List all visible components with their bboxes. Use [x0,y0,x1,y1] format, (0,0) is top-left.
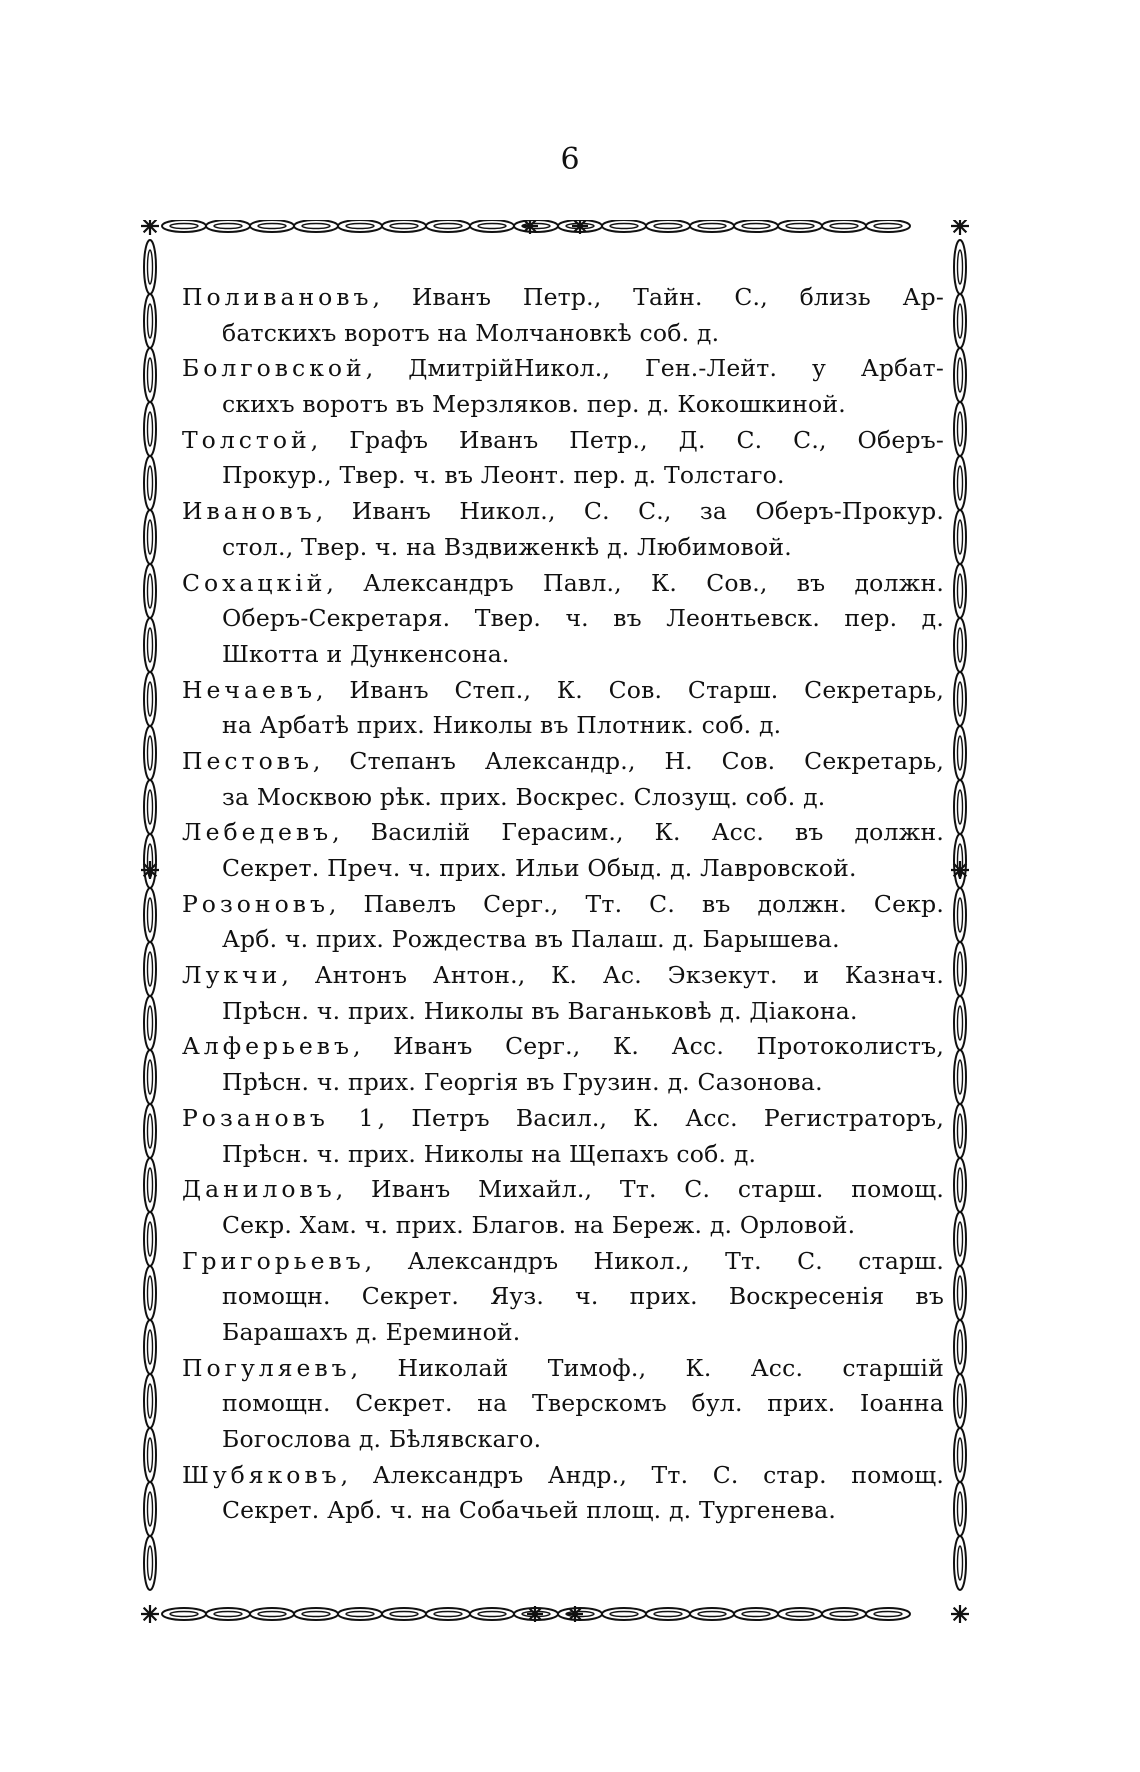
entry-text: скихъ воротъ въ Мерзляков. пер. д. Кокошкиной. [222,390,846,419]
border-top-chain [778,220,822,232]
border-left-chain [144,1482,156,1536]
border-bottom-chain [382,1608,426,1620]
entry-text: , Иванъ Михайл., Тт. С. старш. помощ. [335,1175,944,1204]
entry-continuation-line [182,780,944,816]
entry-text: Прокур., Твер. ч. въ Леонт. пер. д. Толстаго. [222,461,785,490]
border-left-chain [144,942,156,996]
entry-surname: Болговской [182,354,366,383]
border-left-chain [144,456,156,510]
border-left-chain [144,1374,156,1428]
border-bottom-chain [610,1612,638,1617]
entry-surname: Розоновъ [182,889,329,918]
border-left-chain [144,996,156,1050]
entry-continuation-line [182,1422,944,1458]
entry-text: Прѣсн. ч. прих. Николы въ Ваганьковѣ д. Діакона. [222,996,858,1025]
border-bottom-chain [786,1612,814,1617]
entry-first-line [182,280,944,316]
border-right-chain [958,304,963,338]
border-left-chain [144,1212,156,1266]
border-bottom-chain [346,1612,374,1617]
entry-continuation-line [182,601,944,637]
entry-first-line [182,673,944,709]
border-left-chain [144,1428,156,1482]
border-bottom-chain [390,1612,418,1617]
border-bottom-chain [874,1612,902,1617]
entry-text: Прѣсн. ч. прих. Георгія въ Грузин. д. Сазонова. [222,1068,823,1097]
directory-entry [182,1172,944,1243]
border-top-chain [250,220,294,232]
border-top-chain [822,220,866,232]
border-top-chain [734,220,778,232]
border-right-chain [958,250,963,284]
border-right-chain [958,790,963,824]
border-top-chain [434,224,462,229]
directory-entry [182,280,944,351]
border-bottom-chain [294,1608,338,1620]
entry-continuation-line [182,1315,944,1351]
entry-continuation-line [182,530,944,566]
border-right-chain [954,348,966,402]
border-top-chain [602,220,646,232]
border-right-chain [958,1276,963,1310]
entry-text: , Иванъ Никол., С. С., за Оберъ-Прокур. [315,497,944,526]
border-bottom-chain [822,1608,866,1620]
border-right-chain [954,1320,966,1374]
entry-text: , Графъ Иванъ Петр., Д. С. С., Оберъ- [310,425,944,454]
border-top-chain [294,220,338,232]
directory-entry [182,351,944,422]
directory-entry [182,1244,944,1351]
entry-surname: Пестовъ [182,746,313,775]
border-left-chain [144,1050,156,1104]
border-right-chain [954,402,966,456]
border-top-chain [786,224,814,229]
border-right-chain [954,888,966,942]
border-left-chain [144,1266,156,1320]
border-right-chain [958,1492,963,1526]
border-bottom-chain [470,1608,514,1620]
border-top-chain [874,224,902,229]
entry-text: , ДмитрійНикол., Ген.-Лейт. у Арбат- [365,354,944,383]
entry-first-line [182,887,944,923]
border-left-chain [144,780,156,834]
border-top-chain [346,224,374,229]
entry-surname: Шубяковъ [182,1460,341,1489]
directory-entry [182,673,944,744]
entry-text: Оберъ-Секретаря. Твер. ч. въ Леонтьевск. пер. д. [222,604,944,633]
border-right-chain [958,574,963,608]
entry-text: на Арбатѣ прих. Николы въ Плотник. соб. д. [222,711,782,740]
entry-continuation-line [182,1279,944,1315]
border-right-chain [954,1428,966,1482]
border-left-chain [144,240,156,294]
border-left-chain [144,564,156,618]
border-bottom-chain [250,1608,294,1620]
border-right-chain [958,682,963,716]
border-right-chain [954,726,966,780]
entry-surname: Нечаевъ [182,675,317,704]
entry-text: Арб. ч. прих. Рождества въ Палаш. д. Барышева. [222,925,840,954]
entry-text: , Степанъ Александр., Н. Сов. Секретарь, [312,746,944,775]
border-bottom-chain [478,1612,506,1617]
page-number: 6 [560,142,580,177]
border-bottom-chain [654,1612,682,1617]
border-bottom-chain [338,1608,382,1620]
border-top-chain [830,224,858,229]
border-right-chain [958,358,963,392]
border-right-chain [958,1114,963,1148]
entry-text: , Антонъ Антон., К. Ас. Экзекут. и Казнач. [281,961,944,990]
border-left-chain [148,520,153,554]
border-left-chain [148,1222,153,1256]
border-right-chain [954,942,966,996]
border-right-chain [954,456,966,510]
entry-text: , Николай Тимоф., К. Асс. старшій [350,1353,944,1382]
entry-text: Шкотта и Дункенсона. [222,639,510,668]
entry-surname: Даниловъ [182,1175,336,1204]
border-top-chain [170,224,198,229]
border-bottom-chain [302,1612,330,1617]
border-left-chain [148,1492,153,1526]
entry-continuation-line [182,1208,944,1244]
entry-text: помощн. Секрет. на Тверскомъ бул. прих. Іоанна [222,1389,944,1418]
border-right-chain [958,1060,963,1094]
border-left-chain [148,736,153,770]
border-top-chain [206,220,250,232]
border-left-chain [148,466,153,500]
entry-continuation-line [182,387,944,423]
border-left-chain [144,1320,156,1374]
border-top-chain [338,220,382,232]
entry-continuation-line [182,1386,944,1422]
border-right-chain [954,672,966,726]
directory-entry [182,1458,944,1529]
border-left-chain [144,402,156,456]
border-right-chain [958,736,963,770]
border-top-chain [478,224,506,229]
border-left-chain [148,1546,153,1580]
entry-continuation-line [182,851,944,887]
entry-first-line [182,423,944,459]
border-right-chain [954,1536,966,1590]
entry-text: Секрет. Преч. ч. прих. Ильи Обыд. д. Лавровской. [222,854,857,882]
border-right-chain [954,780,966,834]
border-right-chain [958,628,963,662]
directory-entry [182,887,944,958]
entry-first-line [182,1244,944,1280]
directory-entry [182,1101,944,1172]
entry-surname: Григорьевъ [182,1246,365,1275]
border-right-chain [958,466,963,500]
border-left-chain [144,726,156,780]
border-top-chain [646,220,690,232]
border-left-chain [148,952,153,986]
entry-text: за Москвою рѣк. прих. Воскрес. Слозущ. соб. д. [222,782,826,811]
border-top-chain [214,224,242,229]
entry-surname: Поливановъ [182,283,373,311]
border-right-chain [958,1168,963,1202]
entry-first-line [182,958,944,994]
border-right-chain [954,510,966,564]
border-left-chain [148,1114,153,1148]
entry-text: , Александръ Никол., Тт. С. старш. [364,1246,944,1275]
border-right-chain [958,1330,963,1364]
border-left-chain [144,1158,156,1212]
border-left-chain [148,1384,153,1418]
border-left-chain [148,898,153,932]
border-left-chain [148,250,153,284]
border-top-chain [654,224,682,229]
border-top-chain [866,220,910,232]
border-right-chain [958,1438,963,1472]
entry-text: Богослова д. Бѣлявскаго. [222,1425,542,1453]
entry-surname: Сохацкій [182,568,327,597]
border-top-chain [742,224,770,229]
entry-first-line [182,351,944,387]
border-top-chain [698,224,726,229]
border-left-chain [148,1438,153,1472]
border-right-chain [954,1158,966,1212]
entry-continuation-line [182,637,944,673]
entry-text: , Иванъ Серг., К. Асс. Протоколистъ, [352,1032,944,1061]
entry-continuation-line [182,1065,944,1101]
border-left-chain [144,294,156,348]
entry-surname: Алферьевъ [182,1032,353,1061]
border-right-chain [954,1050,966,1104]
border-left-chain [148,790,153,824]
border-bottom-chain [742,1612,770,1617]
border-left-chain [148,358,153,392]
entry-text: Секрет. Арб. ч. на Собачьей площ. д. Тургенева. [222,1496,837,1525]
entry-first-line [182,815,944,851]
entry-continuation-line [182,1137,944,1173]
border-bottom-chain [734,1608,778,1620]
border-left-chain [144,1104,156,1158]
border-right-chain [954,1104,966,1158]
entry-text: , Петръ Васил., К. Асс. Регистраторъ, [377,1103,944,1132]
directory-entry [182,566,944,673]
entry-continuation-line [182,316,944,352]
border-left-chain [148,304,153,338]
border-left-chain [144,672,156,726]
border-top-chain [610,224,638,229]
entry-continuation-line [182,1493,944,1529]
border-bottom-chain [830,1612,858,1617]
entry-surname: Ивановъ [182,497,316,526]
entry-surname: Толстой [182,425,311,454]
border-bottom-chain [214,1612,242,1617]
border-bottom-chain [602,1608,646,1620]
entry-first-line [182,1172,944,1208]
entry-text: , Иванъ Петр., Тайн. С., близь Ар- [372,283,944,311]
entry-first-line [182,1458,944,1494]
entry-surname: Лебедевъ [182,818,333,847]
border-right-chain [954,240,966,294]
border-left-chain [144,618,156,672]
border-right-chain [954,618,966,672]
entry-first-line [182,744,944,780]
directory-entry [182,423,944,494]
border-bottom-chain [646,1608,690,1620]
border-top-chain [258,224,286,229]
directory-entry [182,494,944,565]
border-right-chain [958,952,963,986]
border-left-chain [144,1536,156,1590]
directory-entries [182,280,944,1529]
border-right-chain [958,412,963,446]
border-top-chain [302,224,330,229]
entry-text: , Иванъ Степ., К. Сов. Старш. Секретарь, [316,675,944,704]
border-bottom-chain [162,1608,206,1620]
entry-continuation-line [182,458,944,494]
entry-text: Прѣсн. ч. прих. Николы на Щепахъ соб. д. [222,1139,757,1168]
border-bottom-chain [778,1608,822,1620]
entry-text: , Александръ Андр., Тт. С. стар. помощ. [340,1460,944,1489]
entry-text: Секр. Хам. ч. прих. Благов. на Береж. д. Орловой. [222,1210,856,1239]
border-right-chain [954,1266,966,1320]
entry-text: Барашахъ д. Ереминой. [222,1317,521,1346]
entry-surname: Погуляевъ [182,1353,351,1382]
entry-text: , Александръ Павл., К. Сов., въ должн. [326,568,944,597]
border-left-chain [148,1330,153,1364]
entry-surname: Розановъ 1 [182,1103,378,1132]
border-bottom-chain [258,1612,286,1617]
border-top-chain [426,220,470,232]
border-left-chain [148,1168,153,1202]
border-top-chain [162,220,206,232]
directory-entry [182,815,944,886]
border-left-chain [144,888,156,942]
border-right-chain [958,898,963,932]
directory-entry [182,1351,944,1458]
border-top-chain [470,220,514,232]
entry-first-line [182,566,944,602]
entry-continuation-line [182,994,944,1030]
border-right-chain [958,520,963,554]
border-bottom-chain [206,1608,250,1620]
border-top-chain [390,224,418,229]
border-right-chain [958,1384,963,1418]
border-bottom-chain [170,1612,198,1617]
border-right-chain [954,1374,966,1428]
border-top-chain [382,220,426,232]
entry-first-line [182,1351,944,1387]
entry-continuation-line [182,708,944,744]
border-right-chain [954,1212,966,1266]
entry-first-line [182,1101,944,1137]
border-bottom-chain [866,1608,910,1620]
border-right-chain [958,1546,963,1580]
border-right-chain [954,294,966,348]
border-left-chain [148,1276,153,1310]
entry-text: стол., Твер. ч. на Вздвиженкѣ д. Любимовой. [222,532,792,561]
border-left-chain [148,1006,153,1040]
border-right-chain [958,1222,963,1256]
border-top-chain [690,220,734,232]
border-bottom-chain [698,1612,726,1617]
entry-first-line [182,494,944,530]
border-right-chain [954,1482,966,1536]
border-bottom-chain [434,1612,462,1617]
entry-first-line [182,1029,944,1065]
border-bottom-chain [426,1608,470,1620]
border-left-chain [144,348,156,402]
directory-entry [182,744,944,815]
border-left-chain [148,574,153,608]
entry-surname: Лукчи [182,961,282,990]
directory-entry [182,958,944,1029]
entry-text: , Павелъ Серг., Тт. С. въ должн. Секр. [328,889,944,918]
border-left-chain [148,628,153,662]
border-left-chain [144,510,156,564]
border-bottom-chain [690,1608,734,1620]
entry-text: помощн. Секрет. Яуз. ч. прих. Воскресенія въ [222,1282,944,1311]
border-left-chain [148,412,153,446]
border-right-chain [954,564,966,618]
entry-text: батскихъ воротъ на Молчановкѣ соб. д. [222,318,720,347]
border-right-chain [954,996,966,1050]
border-left-chain [148,1060,153,1094]
entry-continuation-line [182,922,944,958]
border-left-chain [148,682,153,716]
entry-text: , Василій Герасим., К. Асс. въ должн. [332,818,944,847]
directory-entry [182,1029,944,1100]
border-right-chain [958,1006,963,1040]
